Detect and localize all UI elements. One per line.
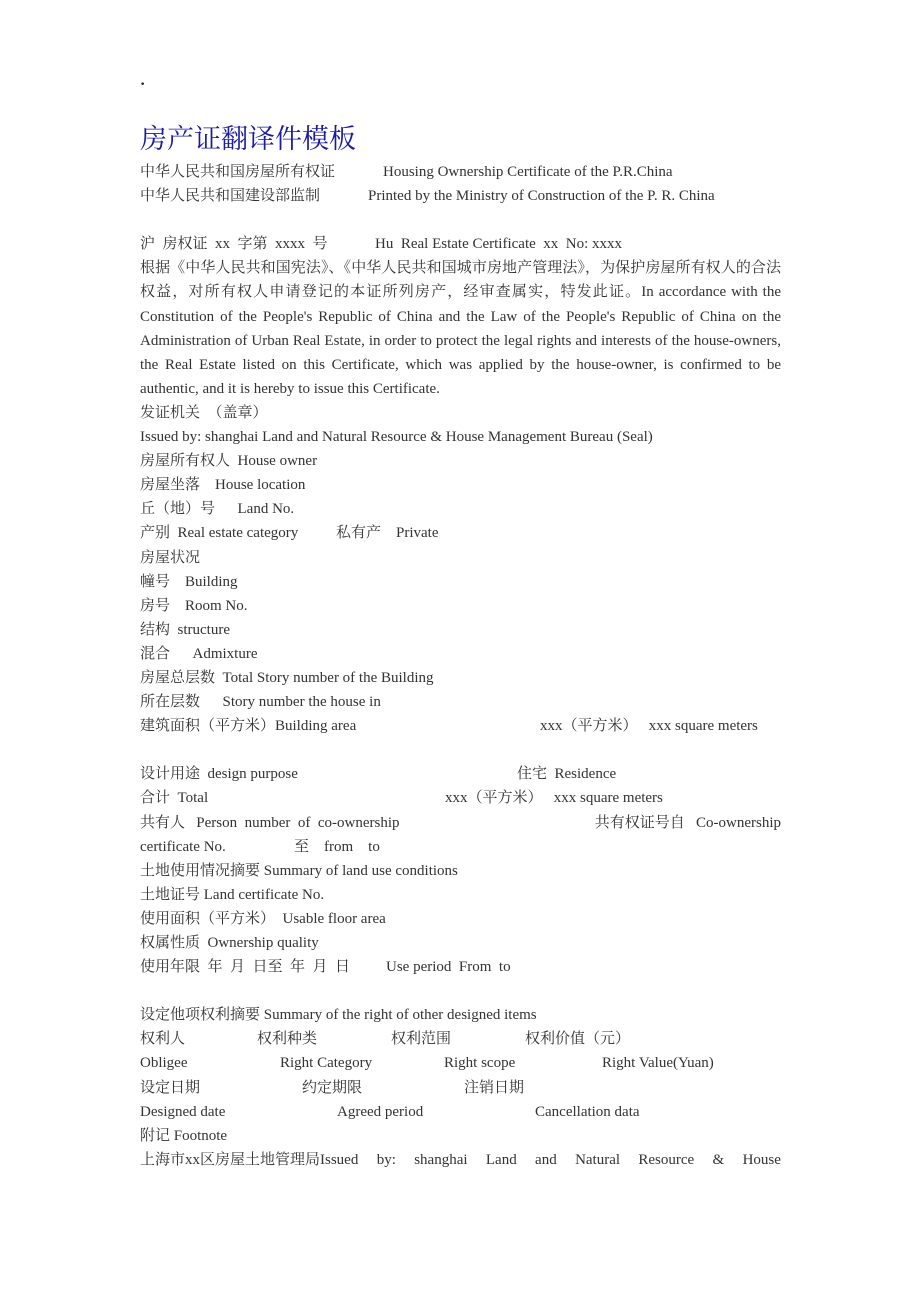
building-area-line: 建筑面积（平方米）Building area xxx（平方米） xxx square meters bbox=[140, 718, 758, 735]
bullet-dot: · bbox=[140, 76, 146, 93]
issuer-cn-line: 发证机关 （盖章） bbox=[140, 404, 268, 421]
rights-header-cell: 权利种类 bbox=[257, 1031, 318, 1048]
land-certificate-line: 土地证号 Land certificate No. bbox=[140, 886, 325, 903]
issuer-en-line: Issued by: shanghai Land and Natural Resource & House Management Bureau (Seal) bbox=[140, 429, 653, 446]
dates-cn-row bbox=[140, 1076, 781, 1100]
last-line-word: and bbox=[535, 1151, 557, 1168]
date-header-cell: 约定期限 bbox=[302, 1079, 363, 1096]
last-line-word: 上海市xx区房屋土地管理局Issued bbox=[140, 1151, 359, 1168]
line-cn: 中华人民共和国房屋所有权证 bbox=[140, 164, 336, 180]
co-ownership-line: 共有人 Person number of co-ownership 共有权证号自 Co-ownership bbox=[140, 814, 781, 831]
certificate-no-line: certificate No. 至 from to bbox=[140, 838, 380, 855]
last-line-word: & bbox=[712, 1151, 725, 1168]
printer-line bbox=[140, 184, 781, 208]
rights-header-cell: Obligee bbox=[140, 1055, 188, 1072]
rights-header-cell: 权利价值（元） bbox=[525, 1031, 631, 1048]
rights-header-cell: 权利人 bbox=[140, 1031, 186, 1048]
line-en: Printed by the Ministry of Construction of the P. R. China bbox=[368, 188, 715, 205]
document-title: 房产证翻译件模板 bbox=[140, 124, 356, 154]
rights-header-cell: 权利范围 bbox=[391, 1031, 452, 1048]
rights-header-cell: Right scope bbox=[444, 1055, 516, 1072]
date-header-cell: 注销日期 bbox=[464, 1079, 525, 1096]
date-header-cell: Cancellation data bbox=[535, 1103, 640, 1120]
usable-area-line: 使用面积（平方米） Usable floor area bbox=[140, 910, 386, 927]
last-line-word: Resource bbox=[638, 1151, 695, 1168]
spacer bbox=[140, 738, 781, 762]
building-line: 幢号 Building bbox=[140, 573, 238, 590]
last-line-word: Natural bbox=[575, 1151, 621, 1168]
line-cn: 中华人民共和国建设部监制 bbox=[140, 188, 321, 205]
issued-by-last-line bbox=[140, 1148, 781, 1172]
room-line: 房号 Room No. bbox=[140, 597, 248, 614]
design-purpose-line: 设计用途 design purpose 住宅 Residence bbox=[140, 766, 617, 783]
dates-en-row bbox=[140, 1100, 781, 1124]
line-cn: 沪 房权证 xx 字第 xxxx 号 bbox=[140, 236, 328, 253]
total-story-line: 房屋总层数 Total Story number of the Building bbox=[140, 669, 434, 686]
legal-basis-paragraph: 根据《中华人民共和国宪法》、《中华人民共和国城市房地产管理法》，为保护房屋所有权人的合法权益，对所有权人申请登记的本证所列房产，经审查属实，特发此证。In accordance with the Constitution of the People's Republic of China and the Law of the People's Republic of China on the Administration of Urban Real Estate, in order to protect the legal rights and interests of the house-owners, the Real Estate listed on this Certificate, which was applied by the house-owner, is confirmed to be authentic, and it is hereby to issue this Certificate. bbox=[140, 260, 781, 397]
ownership-quality-line: 权属性质 Ownership quality bbox=[140, 935, 319, 951]
certificate-number-line bbox=[140, 232, 781, 256]
rights-header-cell: Right Value(Yuan) bbox=[602, 1055, 714, 1072]
house-location-line: 房屋坐落 House location bbox=[140, 477, 306, 494]
use-period-line: 使用年限 年 月 日至 年 月 日 Use period From to bbox=[140, 959, 511, 976]
structure-line: 结构 structure bbox=[140, 621, 230, 638]
line-en: Hu Real Estate Certificate xx No: xxxx bbox=[375, 236, 623, 253]
admixture-line: 混合 Admixture bbox=[140, 645, 258, 662]
footnote-line: 附记 Footnote bbox=[140, 1127, 228, 1144]
spacer bbox=[140, 208, 781, 232]
total-area-line: 合计 Total xxx（平方米） xxx square meters bbox=[140, 790, 663, 807]
rights-cn-header-row bbox=[140, 1027, 781, 1051]
date-header-cell: Agreed period bbox=[337, 1103, 424, 1120]
category-line: 产别 Real estate category 私有产 Private bbox=[140, 525, 439, 542]
land-summary-line: 土地使用情况摘要 Summary of land use conditions bbox=[140, 862, 458, 879]
house-owner-line: 房屋所有权人 House owner bbox=[140, 453, 318, 470]
last-line-word: shanghai bbox=[414, 1151, 468, 1168]
rights-en-header-row bbox=[140, 1051, 781, 1075]
date-header-cell: Designed date bbox=[140, 1103, 226, 1120]
date-header-cell: 设定日期 bbox=[140, 1079, 201, 1096]
story-in-line: 所在层数 Story number the house in bbox=[140, 694, 381, 711]
document-body bbox=[140, 160, 781, 1172]
land-no-line: 丘（地）号 Land No. bbox=[140, 501, 295, 518]
spacer bbox=[140, 979, 781, 1003]
rights-header-cell: Right Category bbox=[280, 1055, 373, 1072]
line-en: Housing Ownership Certificate of the P.R.China bbox=[383, 164, 673, 180]
rights-summary-line: 设定他项权利摘要 Summary of the right of other designed items bbox=[140, 1007, 537, 1024]
last-line-word: by: bbox=[376, 1151, 396, 1168]
last-line-word: Land bbox=[485, 1151, 517, 1168]
house-status-line: 房屋状况 bbox=[140, 549, 201, 566]
issuer-country-line bbox=[140, 160, 781, 184]
last-line-word: House bbox=[742, 1151, 781, 1168]
